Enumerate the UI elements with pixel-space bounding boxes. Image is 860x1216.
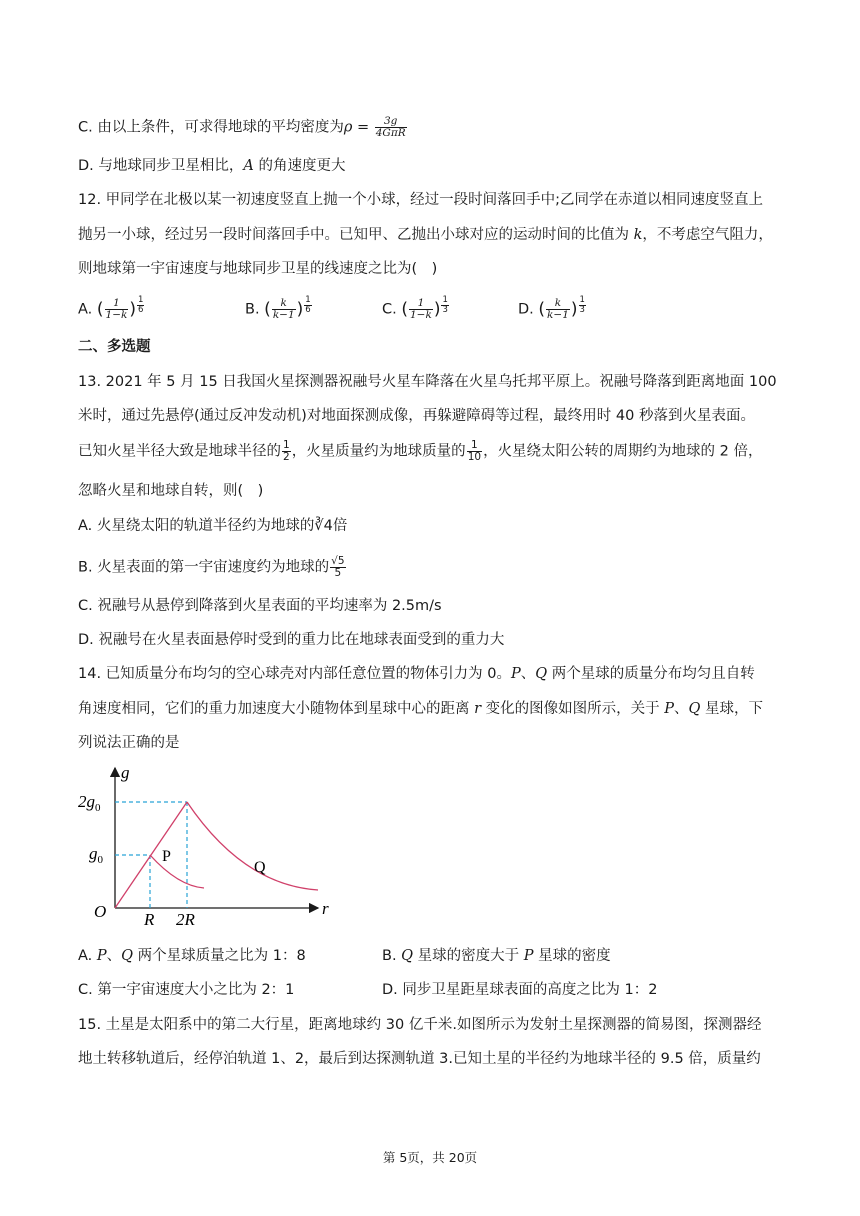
q12-line-1: 12. 甲同学在北极以某一初速度竖直上抛一个小球，经过一段时间落回手中;乙同学在赤道以相同速度竖直上 <box>78 192 764 208</box>
q13-option-b: B. 火星表面的第一宇宙速度约为地球的 $\frac{√5}{5}$ <box>78 555 345 579</box>
curve-Q <box>187 802 318 890</box>
q13-option-d: D. 祝融号在火星表面悬停时受到的重力比在地球表面受到的重力大 <box>78 632 505 648</box>
q14-option-c: C. 第一宇宙速度大小之比为 2：1 <box>78 982 295 998</box>
q12-option-a: A. ( $\frac{1}{1-k}$ ) $\frac{1}{6}$ <box>78 294 144 321</box>
q13-option-a: A. 火星绕太阳的轨道半径约为地球的∛4倍 <box>78 518 348 534</box>
q13-line-4: 忽略火星和地球自转，则( ) <box>78 483 264 499</box>
curve-P <box>150 855 204 888</box>
y-tick-2g0: $2g_0$ <box>78 792 101 814</box>
label-Q: Q <box>254 859 266 876</box>
q12-line-3: 则地球第一宇宙速度与地球同步卫星的线速度之比为( ) <box>78 261 438 277</box>
q12-option-c: C. ( $\frac{1}{1-k}$ ) $\frac{1}{3}$ <box>382 294 448 321</box>
q13-line-2: 米时，通过先悬停(通过反冲发动机)对地面探测成像，再躲避障碍等过程，最终用时 40 秒落到火星表面。 <box>78 408 755 424</box>
page-number-footer: 第 5页，共 20页 <box>382 1150 478 1165</box>
q14-line-2: 角速度相同，它们的重力加速度大小随物体到星球中心的距离 r 变化的图像如图所示，关于 P、Q 星球，下 <box>78 701 764 717</box>
q11-option-c: C. 由以上条件，可求得地球的平均密度为ρ = $\frac{3g}{\text{4GπR}}$ <box>78 115 406 139</box>
q15-line-2: 地土转移轨道后，经停泊轨道 1、2，最后到达探测轨道 3.已知土星的半径约为地球半径的 9.5 倍，质量约 <box>78 1051 761 1067</box>
q13-option-c: C. 祝融号从悬停到降落到火星表面的平均速率为 2.5m/s <box>78 598 442 614</box>
q12-line-2: 抛另一小球，经过另一段时间落回手中。已知甲、乙抛出小球对应的运动时间的比值为 k，不考虑空气阻力， <box>78 227 773 243</box>
q12-option-b: B. ( $\frac{k}{k-1}$ ) $\frac{1}{6}$ <box>245 294 311 321</box>
x-axis-label: r <box>322 899 329 918</box>
q13-line-3: 已知火星半径大致是地球半径的 $\frac{1}{2}$ ，火星质量约为地球质量的 $\frac{1}{10}$ ，火星绕太阳公转的周期约为地球的 2 倍， <box>78 439 763 463</box>
q14-option-d: D. 同步卫星距星球表面的高度之比为 1：2 <box>382 982 658 998</box>
q15-line-1: 15. 土星是太阳系中的第二大行星，距离地球约 30 亿千米.如图所示为发射土星探测器的简易图，探测器经 <box>78 1017 762 1033</box>
x-tick-R: R <box>144 910 155 929</box>
q13-line-1: 13. 2021 年 5 月 15 日我国火星探测器祝融号火星车降落在火星乌托邦平原上。祝融号降落到距离地面 100 <box>78 374 777 390</box>
x-tick-2R: 2R <box>176 910 195 929</box>
label-P: P <box>162 848 171 865</box>
density-fraction: $\frac{3g}{\text{4GπR}}$ <box>375 115 406 139</box>
q14-option-a: A. P、Q 两个星球质量之比为 1：8 <box>78 948 306 964</box>
q14-option-b: B. Q 星球的密度大于 P 星球的密度 <box>382 948 611 964</box>
section-heading: 二、多选题 <box>78 339 151 355</box>
q14-line-3: 列说法正确的是 <box>78 735 180 751</box>
y-tick-g0: $g_0$ <box>89 844 103 866</box>
y-axis-label: g <box>121 763 130 782</box>
q11-option-d: D. 与地球同步卫星相比，A 的角速度更大 <box>78 158 346 174</box>
q12-option-d: D. ( $\frac{k}{k-1}$ ) $\frac{1}{3}$ <box>518 294 585 321</box>
q14-line-1: 14. 已知质量分布均匀的空心球壳对内部任意位置的物体引力为 0。P、Q 两个星球的质量分布均匀且自转 <box>78 666 755 682</box>
gravity-distance-graph <box>78 760 338 935</box>
origin-label: O <box>94 902 107 921</box>
